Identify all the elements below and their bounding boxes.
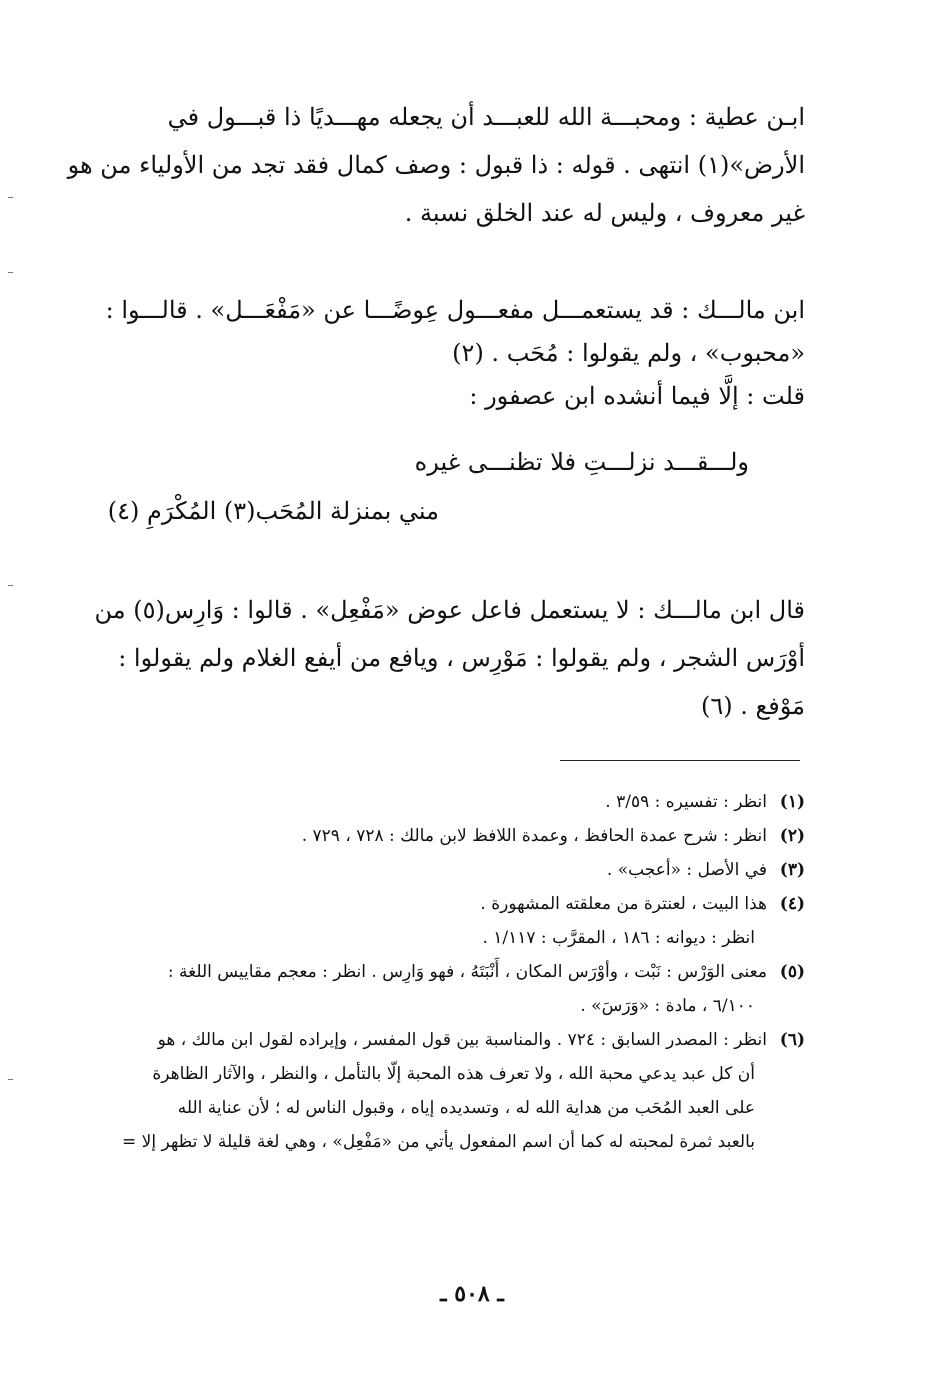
footnote-text: بالعبد ثمرة لمحبته له كما أن اسم المفعول يأتي من «مَفْعِل» ، وهي لغة قليلة لا تظهر إلا = (121, 1132, 755, 1152)
footnote-text: انظر : المصدر السابق : ٧٢٤ . والمناسبة بين قول المفسر ، وإيراده لقول ابن مالك ، هو (157, 1030, 767, 1050)
footnote-text: أن كل عبد يدعي محبة الله ، ولا تعرف هذه المحبة إلّا بالتأمل ، والنظر ، والآثار الظاهرة (152, 1064, 755, 1084)
scan-mark (8, 1079, 13, 1080)
paragraph-ibn-atiyya (67, 93, 805, 237)
footnote-number: (٢) (779, 826, 805, 846)
paragraph-ibn-malik-1 (100, 286, 805, 420)
footnote-number: (٦) (779, 1030, 805, 1050)
poem-hemistich-2: مني بمنزلة المُحَب(٣) المُكْرَمِ (٤) (107, 497, 439, 525)
text-line: أوْرَس الشجر ، ولم يقولوا : مَوْرِس ، ويافع من أيفع الغلام ولم يقولوا : (118, 644, 805, 672)
footnote-separator (560, 760, 800, 761)
footnote-text: على العبد المُحَب من هداية الله له ، وتسديده إياه ، وقبول الناس له ؛ لأن عناية الله (177, 1098, 755, 1118)
text-line: قال ابن مالـــك : لا يستعمل فاعل عوض «مَفْعِل» . قالوا : وَارِس(٥) من (94, 596, 805, 624)
footnote-number: (٣) (779, 860, 805, 880)
footnote-text: ٦/١٠٠ ، مادة : «وَرَسَ» . (580, 996, 755, 1016)
scan-mark (8, 585, 13, 586)
footnote-number: (٥) (779, 962, 805, 982)
text-line: قلت : إلَّا فيما أنشده ابن عصفور : (469, 382, 805, 410)
footnote-4 (100, 887, 805, 955)
footnotes (100, 785, 805, 1159)
footnote-number: (١) (779, 792, 805, 812)
footnote-3 (100, 853, 805, 887)
footnote-6 (100, 1023, 805, 1159)
footnote-text: معنى الوَرْس : نَبْت ، وأوْرَس المكان ، أَنْبَتَهُ ، فهو وَارِس . انظر : معجم مقاييس اللغة : (167, 962, 767, 982)
footnote-text: في الأصل : «أعجب» . (606, 860, 767, 880)
poem-hemistich-1: ولـــقـــد نزلـــتِ فلا تظنـــى غيره (414, 448, 749, 476)
scan-mark (8, 272, 13, 273)
footnote-1 (100, 785, 805, 819)
text-line: ابـن عطية : ومحبـــة الله للعبـــد أن يجعله مهـــديًا ذا قبـــول في (167, 103, 805, 131)
footnote-text: انظر : شرح عمدة الحافظ ، وعمدة اللافظ لابن مالك : ٧٢٨ ، ٧٢٩ . (301, 826, 767, 846)
footnote-2 (100, 819, 805, 853)
footnote-5 (100, 955, 805, 1023)
text-line: ابن مالـــك : قد يستعمـــل مفعـــول عِوضًـــا عن «مَفْعَـــل» . قالـــوا : (105, 296, 805, 324)
text-line: «محبوب» ، ولم يقولوا : مُحَب . (٢) (452, 339, 805, 367)
text-line: غير معروف ، وليس له عند الخلق نسبة . (404, 199, 805, 227)
scan-mark (8, 197, 13, 198)
text-line: الأرض»(١) انتهى . قوله : ذا قبول : وصف كمال فقد تجد من الأولياء من هو (67, 151, 805, 179)
page-number: ـ ٥٠٨ ـ (440, 1281, 504, 1307)
footnote-text: انظر : ديوانه : ١٨٦ ، المقرَّب : ١/١١٧ . (482, 928, 755, 948)
footnote-text: انظر : تفسيره : ٣/٥٩ . (605, 792, 767, 812)
text-line: مَوْفع . (٦) (700, 692, 805, 720)
footnote-number: (٤) (779, 894, 805, 914)
paragraph-ibn-malik-2 (94, 586, 805, 730)
footnote-text: هذا البيت ، لعنترة من معلقته المشهورة . (480, 894, 767, 914)
